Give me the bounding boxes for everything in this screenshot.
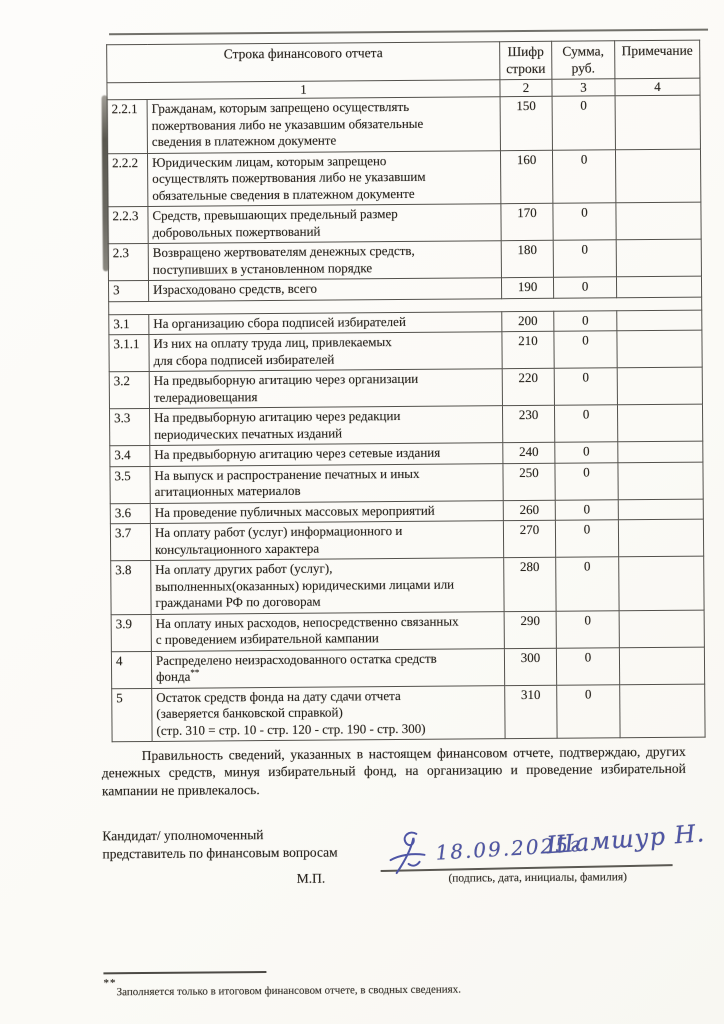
row-sum: 0: [557, 684, 620, 738]
row-note: [615, 149, 700, 203]
row-sum: 0: [554, 368, 617, 405]
row-code: 260: [503, 500, 555, 521]
index-2: 2: [500, 79, 552, 96]
row-label: Израсходовано средств, всего: [148, 278, 501, 301]
row-number: 3.1.1: [109, 334, 149, 371]
row-code: 160: [500, 150, 552, 204]
table-row: [111, 610, 704, 652]
row-sum: 0: [556, 647, 619, 684]
signer-role-label: Кандидат/ уполномоченный представитель по финансовым вопросам: [102, 827, 338, 862]
row-code: 310: [505, 685, 557, 739]
table-row: [112, 684, 705, 742]
row-label: На оплату иных расходов, непосредственно связанных с проведением избирательной кампании: [151, 611, 504, 651]
header-sum: Сумма, руб.: [552, 41, 615, 79]
row-note: [618, 499, 703, 520]
row-note: [617, 330, 702, 368]
table-row: [108, 202, 701, 244]
table-row: [108, 239, 701, 281]
row-label: На предвыборную агитацию через редакции периодических печатных изданий: [149, 406, 502, 446]
table-header-row: [107, 40, 700, 83]
row-number: 2.2.3: [108, 206, 148, 243]
row-note: [619, 556, 704, 610]
header-note: Примечание: [615, 40, 700, 79]
page-cutoff-line: [109, 29, 708, 36]
financial-report-table: [106, 40, 705, 743]
handwritten-name: Шамшур Н.: [545, 819, 707, 860]
row-note: [618, 519, 703, 557]
row-number: 4: [111, 651, 151, 688]
row-code: 180: [501, 240, 553, 277]
row-label: Остаток средств фонда на дату сдачи отчета (заверяется банковской справкой) (стр. 310 = стр. 10 - стр. 120 - стр. 190 - стр. 300): [152, 685, 505, 741]
row-sum: 0: [552, 96, 615, 150]
row-note: [618, 441, 703, 462]
row-note: [619, 647, 704, 685]
row-number: 3.7: [110, 523, 150, 560]
row-code: 150: [500, 96, 552, 150]
index-4: 4: [615, 78, 700, 96]
footnote-text: Заполняется только в итоговом финансовом отчете, в сводных сведениях.: [116, 983, 461, 999]
row-label: Юридическим лицам, которым запрещено осуществлять пожертвования либо не указавшим обязательные сведения в платежном документе: [147, 150, 500, 206]
row-label: На предвыборную агитацию через организации телерадиовещания: [149, 369, 502, 409]
row-number: 2.2.2: [107, 153, 147, 207]
table-row: [111, 647, 704, 689]
footnote-marker: **: [103, 977, 117, 990]
row-label: На проведение публичных массовых мероприятий: [150, 500, 503, 523]
row-sum: 0: [554, 405, 617, 442]
row-code: 250: [503, 463, 555, 500]
row-number: 3.6: [110, 503, 150, 524]
row-note: [616, 239, 701, 277]
row-sum: 0: [555, 442, 618, 463]
header-report-line: Строка финансового отчета: [107, 42, 500, 83]
row-label: Средств, превышающих предельный размер добровольных пожертвований: [148, 204, 501, 244]
row-label: Гражданам, которым запрещено осуществлять пожертвования либо не указавшим обязательные сведения в платежном документе: [147, 97, 500, 153]
row-number: 3.2: [109, 371, 149, 408]
row-label: На предвыборную агитацию через сетевые издания: [150, 443, 503, 466]
table-row: [111, 556, 704, 614]
row-sum: 0: [553, 277, 616, 298]
row-number: 3: [108, 280, 148, 301]
row-number: 5: [112, 688, 152, 742]
footnote-reference: **: [190, 667, 200, 678]
row-sum: 0: [556, 557, 619, 611]
table-row: [107, 149, 700, 207]
row-sum: 0: [552, 149, 615, 203]
row-number: 2.2.1: [107, 99, 147, 153]
handwritten-signature-icon: [383, 829, 429, 884]
table-row: [109, 367, 702, 409]
handwritten-date: 18.09.2025г.: [434, 831, 592, 865]
row-note: [616, 276, 701, 297]
stamp-place-label: М.П.: [296, 870, 326, 886]
row-note: [620, 684, 705, 738]
header-code: Шифр строки: [500, 41, 552, 79]
row-note: [616, 202, 701, 240]
row-sum: 0: [555, 520, 618, 557]
table-row: [107, 95, 700, 153]
index-1: 1: [107, 80, 500, 100]
table-row: [110, 519, 703, 561]
row-sum: 0: [555, 462, 618, 499]
row-label: Распределено неизрасходованного остатка средств фонда**: [151, 648, 504, 688]
row-code: 240: [503, 442, 555, 463]
row-note: [617, 404, 702, 442]
signature-caption: (подпись, дата, инициалы, фамилия): [448, 871, 628, 885]
table-row: [109, 404, 702, 446]
row-label: На оплату других работ (услуг), выполненных(оказанных) юридическими лицами или гражданами РФ по договорам: [151, 558, 504, 614]
row-code: 200: [502, 311, 554, 332]
row-number: 3.8: [111, 560, 151, 614]
table-row: [109, 330, 702, 372]
row-number: 3.5: [110, 466, 150, 503]
row-number: 3.1: [109, 314, 149, 335]
row-number: 2.3: [108, 243, 148, 280]
index-3: 3: [552, 79, 615, 96]
row-code: 270: [503, 520, 555, 557]
row-sum: 0: [554, 331, 617, 368]
row-number: 3.3: [109, 408, 149, 445]
row-code: 210: [502, 331, 554, 368]
row-note: [617, 310, 702, 331]
row-code: 290: [504, 611, 556, 648]
row-sum: 0: [556, 610, 619, 647]
row-label: На организацию сбора подписей избирателей: [149, 311, 502, 334]
row-code: 300: [504, 648, 556, 685]
row-sum: 0: [553, 203, 616, 240]
row-number: 3.4: [110, 445, 150, 466]
row-note: [619, 610, 704, 648]
table-row: [110, 462, 703, 504]
row-code: 280: [504, 557, 556, 611]
row-note: [615, 95, 700, 149]
row-label: На выпуск и распространение печатных и иных агитационных материалов: [150, 463, 503, 503]
row-number: 3.9: [111, 614, 151, 651]
row-code: 190: [501, 277, 553, 298]
row-label: Возвращено жертвователям денежных средств, поступивших в установленном порядке: [148, 241, 501, 281]
row-label: Из них на оплату труда лиц, привлекаемых для сбора подписей избирателей: [149, 332, 502, 372]
footnote-separator: [103, 971, 266, 974]
row-code: 230: [502, 405, 554, 442]
declaration-paragraph: Правильность сведений, указанных в настоящем финансовом отчете, подтверждаю, других денежных средств, минуя избирательный фонд, на организацию и проведение избирательной кампании не привлекалось.: [101, 743, 686, 798]
row-sum: 0: [555, 499, 618, 520]
row-code: 220: [502, 368, 554, 405]
row-sum: 0: [554, 310, 617, 331]
row-code: 170: [501, 203, 553, 240]
row-sum: 0: [553, 240, 616, 277]
row-note: [618, 462, 703, 500]
row-label: На оплату работ (услуг) информационного и консультационного характера: [150, 521, 503, 561]
row-note: [617, 367, 702, 405]
